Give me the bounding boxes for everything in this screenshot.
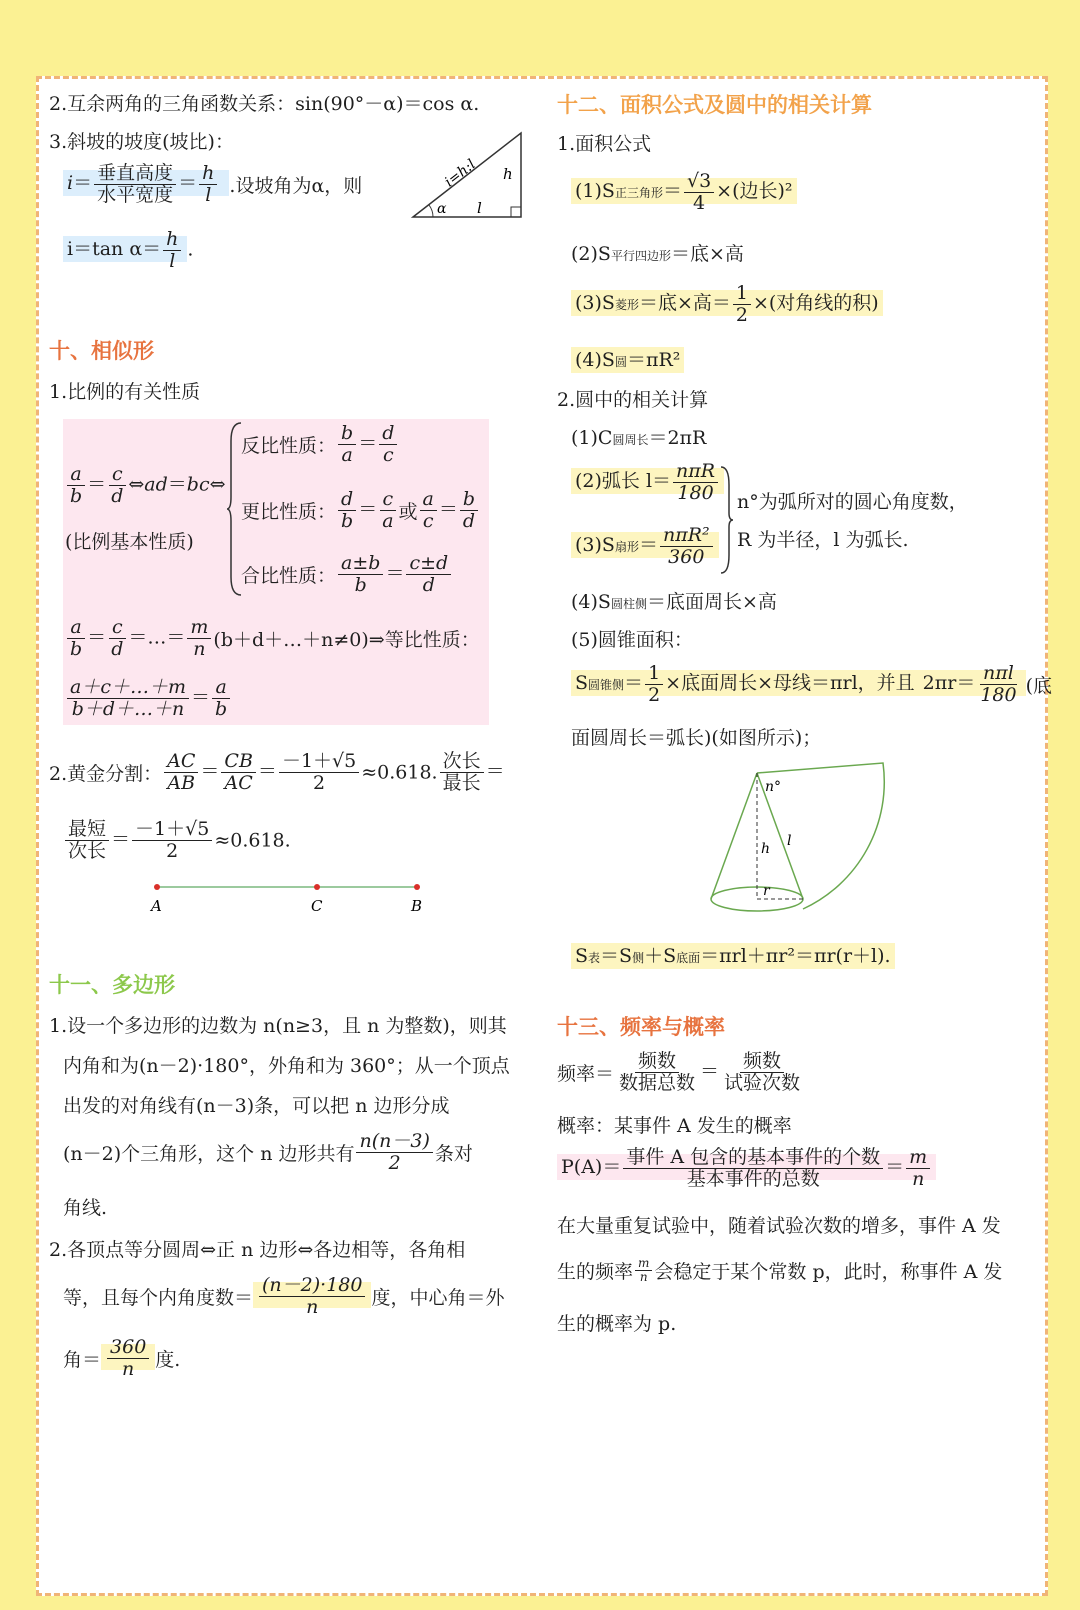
slope-triangle-diagram [409, 127, 529, 222]
regular-polygon-2a: 等，且每个内角度数＝ [63, 1286, 254, 1309]
stat-2a: 生的频率 [557, 1261, 634, 1284]
circle-calc-title: 2.圆中的相关计算 [557, 389, 709, 411]
freq-label: 频率＝ [557, 1062, 615, 1085]
slope-suffix: .设坡角为α，则 [229, 174, 363, 197]
polygon-line-3: 出发的对角线有(n－3)条，可以把 n 边形分成 [63, 1095, 450, 1117]
circ-4-sub: 圆柱侧 [610, 597, 647, 611]
polygon-line-2: 内角和为(n－2)·180°，外角和为 360°；从一个顶点 [63, 1055, 510, 1077]
point-a [154, 884, 160, 890]
frequency-formula: 频率＝ $\frac{\text{频数}}{\text{数据总数}}$ ＝ $\frac{\text{频数}}{\text{试验次数}}$ [557, 1051, 805, 1094]
area-1-sub: 正三角形 [614, 186, 663, 201]
polygon-line-4: (n－2)个三角形，这个 n 边形共有 $\frac{n(n-3)}{2}$ 条对 [63, 1130, 473, 1174]
surf-sub-3: 底面 [676, 951, 701, 965]
circumference [571, 423, 706, 450]
slope-tan-formula: i＝tan α＝ $\frac{h}{l}$ . [63, 229, 193, 272]
cone-1b: ×底面周长×母线＝πrl，并且 [665, 672, 915, 695]
label-c: C [311, 897, 323, 915]
golden-ratio: 2.黄金分割： $\frac{AC}{AB}$ ＝ $\frac{CB}{AC}$ ＝ $\frac{-1+√5}{2}$ ≈0.618. $\frac{\text{次长}}{\text{最长}}$ ＝ [49, 750, 505, 794]
cylinder-lateral [571, 587, 777, 614]
area-3-sub: 菱形 [614, 298, 639, 313]
golden-value: ≈0.618. [361, 761, 438, 784]
cone-line-2: 面圆周长＝弧长)(如图所示)； [571, 727, 822, 749]
area-2-label: (2)S [571, 243, 611, 265]
inverse-label: 反比性质： [241, 434, 337, 457]
proportion-title: 1.比例的有关性质 [49, 381, 201, 403]
probability-title: 概率：某事件 A 发生的概率 [557, 1115, 792, 1137]
circ-1-sub: 圆周长 [612, 433, 649, 447]
tri-l-label: l [477, 199, 482, 217]
surf-mid-2: ＋S [644, 945, 677, 967]
cone-1c: 2πr＝ [922, 672, 976, 695]
equal-ratio-tail: (b＋d＋…＋n≠0)⇒等比性质： [213, 628, 480, 651]
area-1-tail: ×(边长)² [716, 180, 793, 203]
cofunction-relation: 2.互余两角的三角函数关系：sin(90°－α)＝cos α. [49, 93, 480, 115]
tri-i-label: i=h:l [441, 156, 479, 191]
fig-h-label: h [761, 841, 771, 857]
area-4-tail: ＝πR² [626, 349, 681, 371]
polygon-line-4b: 条对 [434, 1142, 473, 1165]
sector-area: (3)S扇形＝ $\frac{\text{nπR²}}{360}$ [571, 525, 719, 568]
prob-lhs: P(A)＝ [561, 1156, 622, 1179]
inverse-property: 反比性质： $\frac{b}{a}$ ＝ $\frac{d}{c}$ [241, 423, 399, 466]
circ-2-label: (2)弧长 l＝ [575, 470, 672, 493]
circ-4-label: (4)S [571, 591, 611, 613]
cone-1d: (底 [1025, 674, 1053, 697]
fig-n-label: n° [765, 779, 782, 795]
circ-3-sub: 扇形 [614, 540, 639, 555]
cone-1a: S [575, 672, 589, 695]
section-13-heading: 十三、频率与概率 [557, 1015, 725, 1039]
area-3-label: (3)S [575, 292, 615, 315]
surf-sub-1: 表 [588, 951, 601, 965]
freq-num-1: 频数 [635, 1051, 679, 1073]
stat-line-1: 在大量重复试验中，随着试验次数的增多，事件 A 发 [557, 1215, 1001, 1237]
area-4-sub: 圆 [614, 355, 627, 369]
area-formulas-title: 1.面积公式 [557, 133, 652, 155]
arc-brace [719, 465, 733, 575]
regular-polygon-line-3: 角＝ $\frac{360}{n}$ 度. [63, 1336, 181, 1380]
cone-diagram [707, 759, 907, 929]
slope-formula: i＝ $\frac{\text{垂直高度}}{\text{水平宽度}}$ ＝ $\frac{h}{l}$ .设坡角为α，则 [63, 163, 362, 206]
golden-next: 次长 [440, 751, 484, 773]
tri-h-label: h [503, 165, 513, 183]
surf-mid: ＝S [600, 945, 633, 967]
circ-3-label: (3)S [575, 534, 615, 557]
slope-title: 3.斜坡的坡度(坡比)： [49, 131, 234, 153]
golden-shortest: 最短 [65, 819, 109, 841]
freq-num-2: 频数 [740, 1051, 784, 1073]
section-11-heading: 十一、多边形 [49, 973, 175, 997]
basic-proportion-label: (比例基本性质) [65, 531, 194, 553]
golden-ratio-2: $\frac{\text{最短}}{\text{次长}}$ ＝ $\frac{-1+√5}{2}$ ≈0.618. [63, 819, 291, 862]
golden-label: 2.黄金分割： [49, 762, 163, 785]
freq-den-2: 试验次数 [724, 1071, 801, 1094]
circ-1-tail: ＝2πR [648, 427, 707, 449]
slope-numerator: 垂直高度 [94, 163, 176, 185]
compound-property: 合比性质： $\frac{a\pm b}{b}$ ＝ $\frac{c\pm d}{d}$ [241, 553, 453, 596]
fig-r-label: r [763, 883, 770, 899]
fig-l-label: l [787, 833, 792, 849]
polygon-line-5: 角线. [63, 1197, 108, 1219]
circ-4-tail: ＝底面周长×高 [646, 591, 777, 613]
equal-ratio: $\frac{a}{b}$ ＝ $\frac{c}{d}$ ＝…＝ $\frac{m}{n}$ (b＋d＋…＋n≠0)⇒等比性质： [65, 617, 480, 660]
alternate-label: 更比性质： [241, 500, 337, 523]
prob-denominator: 基本事件的总数 [686, 1167, 820, 1190]
tri-alpha-label: α [437, 201, 447, 217]
equal-ratio-result: $\frac{a+c+\dots+m}{b+d+\dots+n}$ ＝ $\frac{a}{b}$ [65, 677, 232, 720]
section-12-heading: 十二、面积公式及圆中的相关计算 [557, 93, 872, 117]
area-4-label: (4)S [575, 349, 615, 371]
compound-label: 合比性质： [241, 564, 337, 587]
section-10-heading: 十、相似形 [49, 339, 154, 363]
regular-polygon-line-1: 2.各顶点等分圆周⇔正 n 边形⇔各边相等，各角相 [49, 1239, 466, 1261]
label-b: B [411, 897, 423, 915]
regular-polygon-3a: 角＝ [63, 1348, 102, 1371]
area-circle [571, 345, 684, 372]
area-3-mid: ＝底×高＝ [638, 292, 731, 315]
circ-1-label: (1)C [571, 427, 613, 449]
slope-denominator: 水平宽度 [97, 183, 174, 206]
label-a: A [151, 897, 162, 915]
prob-numerator: 事件 A 包含的基本事件的个数 [623, 1147, 883, 1169]
point-c [314, 884, 320, 890]
formula-sheet [36, 76, 1053, 1596]
surf-s: S [575, 945, 589, 967]
golden-segment-diagram [149, 879, 439, 919]
polygon-line-1: 1.设一个多边形的边数为 n(n≥3，且 n 为整数)，则其 [49, 1015, 507, 1037]
area-3-tail: ×(对角线的积) [752, 292, 879, 315]
polygon-line-4a: (n－2)个三角形，这个 n 边形共有 [63, 1142, 355, 1165]
golden-value-2: ≈0.618. [214, 829, 291, 852]
stat-2b: 会稳定于某个常数 p，此时，称事件 A 发 [654, 1261, 1003, 1284]
area-rhombus: (3)S菱形＝底×高＝ $\frac{1}{2}$ ×(对角线的积) [571, 283, 883, 326]
area-1-label: (1)S [575, 180, 615, 203]
point-b [414, 884, 420, 890]
regular-polygon-line-2: 等，且每个内角度数＝ $\frac{(n-2)\cdot 180}{n}$ 度，中心角＝外 [63, 1274, 505, 1318]
area-equilateral: (1)S正三角形＝ $\frac{√3}{4}$ ×(边长)² [571, 171, 797, 214]
area-parallelogram [571, 239, 744, 266]
cone-1-sub: 圆锥侧 [588, 678, 625, 693]
surf-sub-2: 侧 [632, 951, 645, 965]
slope-tan-label: i＝tan α＝ [67, 238, 162, 261]
area-2-sub: 平行四边形 [610, 249, 671, 263]
golden-next-2: 次长 [68, 839, 107, 862]
surf-tail: ＝πrl＋πr²＝πr(r＋l). [700, 945, 891, 967]
stat-line-2: 生的频率 $\frac{m}{n}$ 会稳定于某个常数 p，此时，称事件 A 发 [557, 1256, 1003, 1285]
arc-note-2: R 为半径，l 为弧长. [737, 529, 909, 551]
cone-area-title: (5)圆锥面积： [571, 629, 693, 651]
alternate-property: 更比性质： $\frac{d}{b}$ ＝ $\frac{c}{a}$ 或 $\frac{a}{c}$ ＝ $\frac{b}{d}$ [241, 489, 480, 532]
probability-formula: P(A)＝ $\frac{\text{事件 A 包含的基本事件的个数}}{\text{基本事件的总数}}$ ＝ $\frac{m}{n}$ [557, 1147, 936, 1190]
arc-note-1: n°为弧所对的圆心角度数， [737, 491, 968, 513]
cone-lateral: S圆锥侧＝ $\frac{1}{2}$ ×底面周长×母线＝πrl，并且 2πr＝ $\frac{\text{nπl}}{180}$ (底 [571, 663, 1052, 706]
golden-longest: 最长 [442, 771, 481, 794]
basic-proportion: $\frac{a}{b}$ ＝ $\frac{c}{d}$ ⇔ad＝bc⇔ [65, 464, 226, 507]
alternate-or: 或 [398, 500, 418, 523]
regular-polygon-3b: 度. [155, 1348, 181, 1371]
area-2-tail: ＝底×高 [670, 243, 744, 265]
arc-length: (2)弧长 l＝ $\frac{\text{nπR}}{180}$ [571, 461, 724, 504]
regular-polygon-2b: 度，中心角＝外 [371, 1286, 505, 1309]
cone-surface [571, 941, 895, 968]
stat-line-3: 生的概率为 p. [557, 1313, 677, 1335]
freq-den-1: 数据总数 [619, 1071, 696, 1094]
